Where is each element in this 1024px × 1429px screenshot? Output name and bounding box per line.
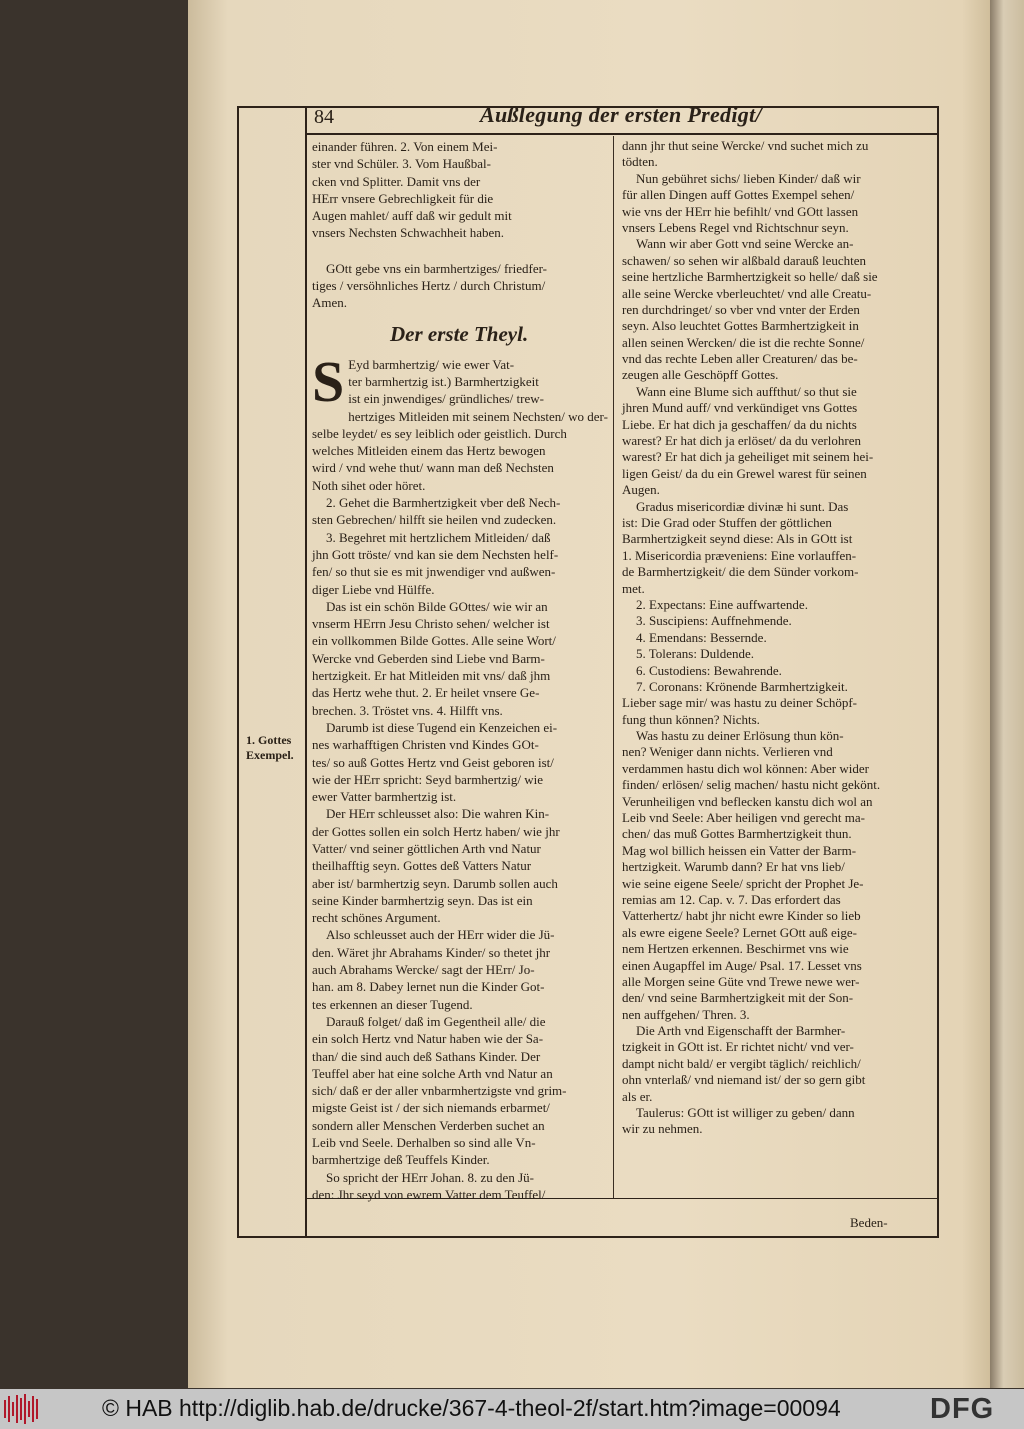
logo-bar [12,1402,14,1416]
text-line: GOtt gebe vns ein barmhertziges/ friedfer- [326,260,548,276]
text-line: den. Wäret jhr Abrahams Kinder/ so thetet jhr [312,944,551,960]
text-line: seyn. Also leuchtet Gottes Barmhertzigkeit in [622,318,859,334]
text-line: wir zu nehmen. [622,1121,703,1137]
text-line: welches Mitleiden einem das Hertz bewogen [312,443,546,459]
text-line: allen seinen Wercken/ die ist die rechte Sonne/ [622,334,865,350]
text-line: remias am 12. Cap. v. 7. Das erfordert das [622,891,841,907]
section-heading: Der erste Theyl. [390,321,529,346]
text-line: 2. Gehet die Barmhertzigkeit vber deß Nech- [326,495,561,511]
text-line: Leib vnd Seele: Aber heiligen vnd gerecht ma- [622,810,865,826]
text-line: alle seine Wercke vberleuchtet/ vnd alle Creatu- [622,285,872,301]
text-line: für allen Dingen auff Gottes Exempel sehen/ [622,187,855,203]
text-line: finden/ erlösen/ selig machen/ hastu nicht gekönt. [622,777,881,793]
text-line: verdammen hastu dich wol können: Aber wider [622,760,869,776]
margin-rule [305,106,307,1238]
logo-bar [16,1395,18,1423]
text-line: 3. Suscipiens: Auffnehmende. [636,613,792,629]
text-line: Augen mahlet/ auff daß wir gedult mit [312,208,512,224]
logo-bar [28,1401,30,1417]
text-line: met. [622,580,645,596]
text-line: tiges / versöhnliches Hertz / durch Christum/ [312,278,546,294]
text-line: ist: Die Grad oder Stuffen der göttlichen [622,514,832,530]
text-line: HErr vnsere Gebrechligkeit für die [312,190,494,206]
text-line: than/ die sind auch deß Sathans Kinder. Der [312,1048,541,1064]
text-line: 4. Emendans: Bessernde. [636,629,767,645]
left-column [312,138,608,1203]
text-line: 2. Expectans: Eine auffwartende. [636,596,808,612]
text-line: 7. Coronans: Krönende Barmhertzigkeit. [636,678,848,694]
footer-credit-link[interactable]: © HAB http://diglib.hab.de/drucke/367-4-theol-2f/start.htm?image=00094 [102,1395,841,1421]
text-line: aber ist/ barmhertzig seyn. Darumb sollen auch [312,875,558,891]
text-line: cken vnd Splitter. Damit vns der [312,173,481,189]
text-line: warest? Er hat dich ja erlöset/ da du verlohren [622,433,861,449]
logo-bar [4,1400,6,1418]
text-line: Eyd barmhertzig/ wie ewer Vat- [348,356,515,372]
logo-bar [8,1396,10,1422]
text-line: vnserm HErrn Jesu Christo sehen/ welcher ist [312,616,550,632]
text-line: Nun gebühret sichs/ lieben Kinder/ daß wir [636,170,861,186]
text-line: Lieber sage mir/ was hastu zu deiner Schöpf- [622,695,858,711]
header-rule [305,133,939,135]
text-line: barmhertzige deß Teuffels Kinder. [312,1152,490,1168]
text-line: Das ist ein schön Bilde GOttes/ wie wir an [326,598,548,614]
logo-bar [20,1398,22,1420]
text-line: nem Hertzen erkennen. Beschirmet vns wie [622,941,849,957]
text-line: tödten. [622,154,658,170]
drop-cap: S [312,348,345,414]
text-line: das Hertz wehe thut. 2. Er heilet vnsere Ge- [312,685,540,701]
text-line: tzigkeit in GOtt ist. Er richtet nicht/ vnd ver- [622,1039,854,1055]
text-line: sten Gebrechen/ hilfft sie heilen vnd zudecken. [312,512,557,528]
text-line: han. am 8. Dabey lernet nun die Kinder Got- [312,979,545,995]
text-line: ist ein jnwendiges/ gründliches/ trew- [348,391,544,407]
text-line: chen/ das muß Gottes Barmhertzigkeit thun. [622,826,852,842]
text-line: seine hertzliche Barmhertzigkeit so helle/ daß sie [622,269,878,285]
text-line: fen/ so thut sie es mit jnwendiger vnd außwen- [312,564,556,580]
right-column [622,138,894,1138]
text-line: den: Jhr seyd von ewrem Vatter dem Teuffel/ [312,1186,546,1202]
text-line: vnsers Lebens Regel vnd Richtschnur seyn. [622,219,849,235]
margin-note-line: Exempel. [246,748,294,762]
text-line: als er. [622,1088,653,1104]
text-line: selbe leydet/ es sey leiblich oder geistlich. Durch [312,425,567,441]
catchword: Beden- [850,1215,888,1230]
text-line: tes/ so auß Gottes Hertz vnd Geist geboren ist/ [312,754,554,770]
text-line: hertzigkeit. Er hat Mitleiden mit vns/ daß jhm [312,668,551,684]
text-line: Mag wol billich heissen ein Vatter der Barm- [622,842,857,858]
text-line: jhren Mund auff/ vnd verkündiget vns Gottes [622,400,858,416]
text-line: sich/ daß er der aller vnbarmhertzigste vnd grim- [312,1083,567,1099]
logo-bar [32,1396,34,1422]
column-divider [613,136,614,1198]
text-line: ster vnd Schüler. 3. Vom Haußbal- [312,156,491,172]
text-line: Die Arth vnd Eigenschafft der Barmher- [636,1023,846,1039]
running-title: Außlegung der ersten Predigt/ [480,102,762,127]
text-line: migste Geist ist / der sich niemands erbarmet/ [312,1100,550,1116]
text-line: nen auffgehen/ Thren. 3. [622,1006,750,1022]
text-line: warest? Er hat dich ja geheiliget mit seinem hei- [622,449,874,465]
text-line: Also schleusset auch der HErr wider die Jü- [326,927,555,943]
text-line: Vatter/ vnd seiner göttlichen Arth vnd Natur [312,840,541,856]
spacer [312,242,608,260]
text-line: Barmhertzigkeit seynd diese: Als in GOtt ist [622,531,853,547]
text-line: schawen/ so sehen wir alßbald darauß leuchten [622,252,867,268]
text-line: hertzigkeit. Warumb dann? Er hat vns lieb/ [622,859,845,875]
text-line: zeugen alle Geschöpff Gottes. [622,367,779,383]
text-line: 1. Misericordia præveniens: Eine vorlauffen- [622,547,857,563]
text-line: Taulerus: GOtt ist williger zu geben/ dann [636,1105,855,1121]
text-line: Wann eine Blume sich auffthut/ so thut sie [636,383,857,399]
page-number: 84 [314,106,334,128]
text-line: Noth sihet oder höret. [312,477,426,493]
text-line: theilhafftig seyn. Gottes deß Vatters Natur [312,858,532,874]
text-line: Vatterhertz/ habt jhr nicht ewre Kinder so lieb [622,908,861,924]
text-line: brechen. 3. Tröstet vns. 4. Hilfft vns. [312,702,503,718]
text-line: vnd das rechte Leben aller Creaturen/ das be- [622,351,858,367]
text-line: tes erkennen an dieser Tugend. [312,996,473,1012]
margin-note [246,733,294,763]
text-line: dampt nicht bald/ er vergibt täglich/ reichlich/ [622,1055,861,1071]
text-line: Wann wir aber Gott vnd seine Wercke an- [636,236,854,252]
text-line: Leib vnd Seele. Derhalben so sind alle Vn- [312,1135,536,1151]
text-line: ewer Vatter barmhertzig ist. [312,789,457,805]
text-line: jhn Gott tröste/ vnd kan sie dem Nechsten helf- [312,546,559,562]
text-line: dann jhr thut seine Wercke/ vnd suchet mich zu [622,138,869,153]
text-line: ohn vnterlaß/ vnd niemand ist/ der so gern gibt [622,1072,866,1088]
text-line: wie vns der HErr hie befihlt/ vnd GOtt lassen [622,203,859,219]
text-line: Augen. [622,482,660,498]
text-line: einen Augapffel im Auge/ Psal. 17. Lesset vns [622,957,862,973]
text-line: wie seine eigene Seele/ spricht der Prophet Je- [622,875,864,891]
text-line: ein solch Hertz vnd Natur haben wie der Sa- [312,1031,544,1047]
text-line: recht schönes Argument. [312,910,441,926]
text-line: 5. Tolerans: Duldende. [636,646,754,662]
text-line: 6. Custodiens: Bewahrende. [636,662,782,678]
text-line: auch Abrahams Wercke/ sagt der HErr/ Jo- [312,962,535,978]
hab-logo-icon [4,1394,44,1424]
text-line: Was hastu zu deiner Erlösung thun kön- [636,728,844,744]
text-line: Teuffel aber hat eine solche Arth vnd Natur an [312,1065,553,1081]
text-line: wie der HErr spricht: Seyd barmhertzig/ wie [312,771,544,787]
text-line: Gradus misericordiæ divinæ hi sunt. Das [636,498,849,514]
text-line: ein vollkommen Bilde Gottes. Alle seine Wort/ [312,633,556,649]
text-line: Darauß folget/ daß im Gegentheil alle/ die [326,1013,546,1029]
text-line: Darumb ist diese Tugend ein Kenzeichen ei- [326,719,558,735]
text-line: Liebe. Er hat dich ja geschaffen/ da du nichts [622,416,857,432]
text-line: 3. Begehret mit hertzlichem Mitleiden/ daß [326,529,551,545]
text-line: nen? Weniger dann nichts. Verlieren vnd [622,744,833,760]
text-line: fung thun können? Nichts. [622,711,760,727]
text-line: ter barmhertzig ist.) Barmhertzigkeit [348,373,539,389]
text-line: wird / vnd wehe thut/ wann man deß Nechsten [312,460,554,476]
text-line: diger Liebe vnd Hülffe. [312,581,435,597]
text-line: alle Morgen seine Güte vnd Trewe newe wer- [622,973,860,989]
text-line: de Barmhertzigkeit/ die dem Sünder vorkom- [622,564,859,580]
text-line: hertziges Mitleiden mit seinem Nechsten/ wo der- [348,408,608,424]
text-line: als ewre eigene Seele? Lernet GOtt auß eige- [622,924,857,940]
text-line: einander führen. 2. Von einem Mei- [312,139,498,154]
text-line: nes warhafftigen Christen vnd Kindes GOt- [312,737,539,753]
text-line: der Gottes sollen ein solch Hertz haben/ wie jhr [312,823,560,839]
next-page-edge [990,0,1024,1388]
footer-bar [0,1389,1024,1429]
logo-bar [36,1399,38,1419]
text-line: vnsers Nechsten Schwachheit haben. [312,225,505,241]
text-line: Wercke vnd Geberden sind Liebe vnd Barm- [312,650,545,666]
text-line: seine Kinder barmhertzig seyn. Das ist ein [312,892,533,908]
dfg-logo: DFG [930,1393,995,1425]
text-line: ligen Geist/ da du ein Grewel warest für seinen [622,465,867,481]
text-line: Verunheiligen vnd beflecken kanstu dich wol an [622,793,873,809]
text-line: Der HErr schleusset also: Die wahren Kin- [326,806,550,822]
logo-bar [24,1394,26,1424]
text-line: ren durchdringet/ so vber vnd vnter der Erden [622,301,860,317]
text-line: So spricht der HErr Johan. 8. zu den Jü- [326,1169,534,1185]
text-line: sondern aller Menschen Verderben suchet an [312,1117,545,1133]
text-line: den/ vnd seine Barmhertzigkeit mit der Son- [622,990,854,1006]
margin-note-line: 1. Gottes [246,733,292,747]
text-line: Amen. [312,295,348,311]
